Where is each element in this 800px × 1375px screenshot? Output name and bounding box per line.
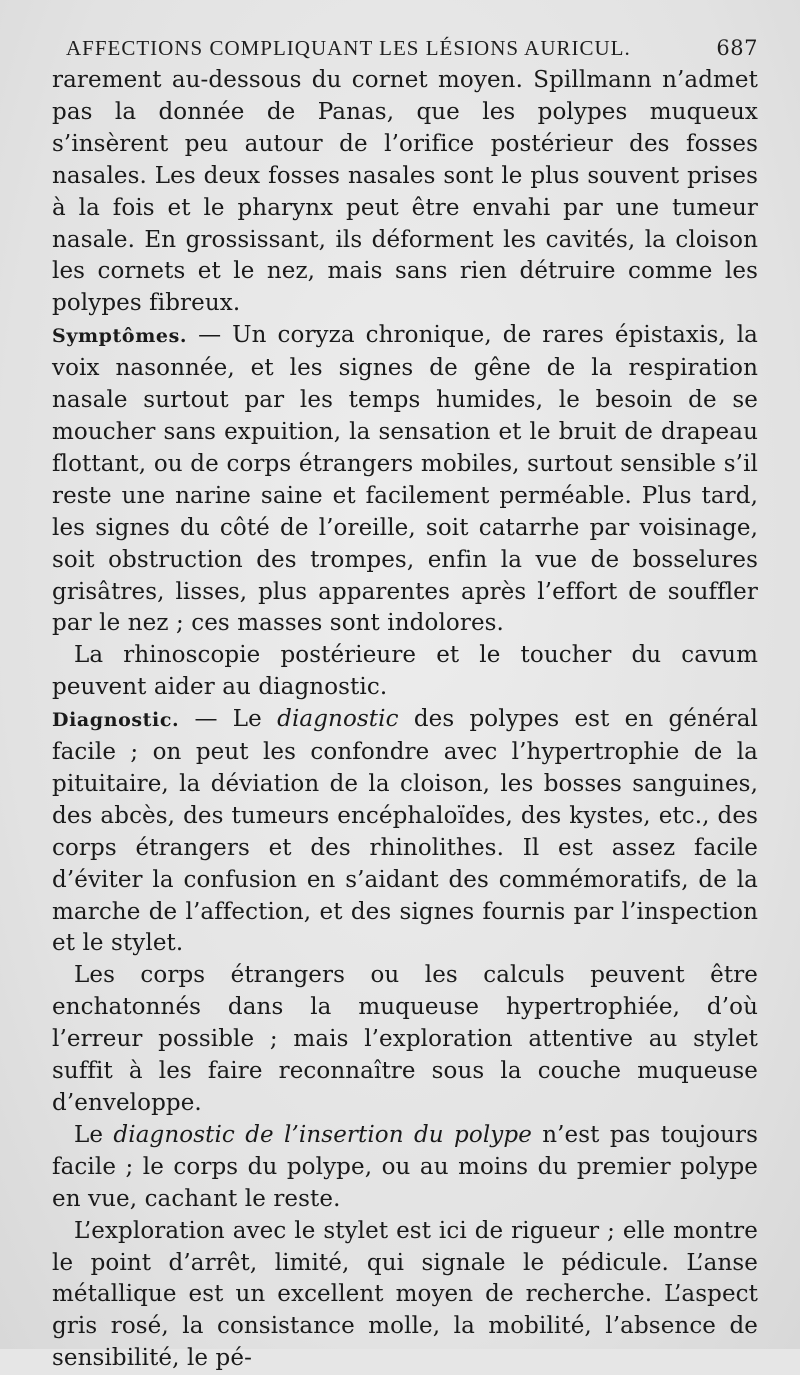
diagnostic-emphasis: diagnostic — [277, 706, 399, 733]
paragraph-rhinoscopie: La rhinoscopie postérieure et le toucher du cavum peuvent aider au diagnostic. — [52, 642, 758, 701]
paragraph-diagnostic — [52, 704, 758, 960]
paragraph-1: rarement au-dessous du cornet moyen. Spillmann n’admet pas la donnée de Panas, que les polypes muqueux s’insèrent peu autour de l’orifice postérieur des fosses nasales. Les deux fosses nasales sont le plus souvent prises à la fois et le pharynx peut être envahi par une tumeur nasale. En grossissant, ils déforment les cavités, la cloison les cornets et le nez, mais sans rien détruire comme les polypes fibreux. — [52, 67, 758, 317]
insertion-text-a: Le — [74, 1121, 114, 1148]
insertion-emphasis: diagnostic de l’insertion du polype — [113, 1121, 532, 1148]
diagnostic-text-a: — Le — [179, 706, 278, 733]
insertion-text-b: n’est pas toujours facile ; le corps du polype, ou au moins du premier polype en vue, cachant le reste. — [52, 1121, 758, 1212]
paragraph-insertion — [52, 1120, 758, 1216]
running-head — [66, 36, 758, 61]
paragraph-symptomes — [52, 320, 758, 640]
symptomes-text: — Un coryza chronique, de rares épistaxis, la voix nasonnée, et les signes de gêne de la respiration nasale surtout par les temps humides, le besoin de se moucher sans expuition, la sensation et le bruit de drapeau flottant, ou de corps étrangers mobiles, surtout sensible s’il reste une narine saine et facilement perméable. Plus tard, les signes du côté de l’oreille, soit catarrhe par voisinage, soit obstruction des trompes, enfin la vue de bosselures grisâtres, lisses, plus apparentes après l’effort de souffler par le nez ; ces masses sont indolores. — [52, 322, 758, 637]
paragraph-exploration: L’exploration avec le stylet est ici de rigueur ; elle montre le point d’arrêt, limité, qui signale le pédicule. L’anse métallique est un excellent moyen de recherche. L’aspect gris rosé, la consistance molle, la mobilité, l’absence de sensibilité, le pé- — [52, 1217, 758, 1372]
section-heading-diagnostic: Diagnostic. — [52, 709, 180, 732]
diagnostic-text-b: des polypes est en général facile ; on peut les confondre avec l’hypertrophie de la pituitaire, la déviation de la cloison, les bosses sanguines, des abcès, des tumeurs encéphaloïdes, des kystes, etc., des corps étrangers et des rhinolithes. Il est assez facile d’éviter la confusion en s’aidant des commémoratifs, de la marche de l’affection, et des signes fournis par l’inspection et le stylet. — [52, 706, 759, 957]
page-number: 687 — [716, 36, 758, 60]
running-head-title: AFFECTIONS COMPLIQUANT LES LÉSIONS AURICUL. — [66, 36, 631, 60]
section-heading-symptomes: Symptômes. — [52, 325, 188, 348]
body-text — [52, 65, 758, 1375]
paragraph-corps-etrangers: Les corps étrangers ou les calculs peuvent être enchatonnés dans la muqueuse hypertrophiée, d’où l’erreur possible ; mais l’exploration attentive au stylet suffit à les faire reconnaître sous la couche muqueuse d’enveloppe. — [52, 962, 758, 1116]
